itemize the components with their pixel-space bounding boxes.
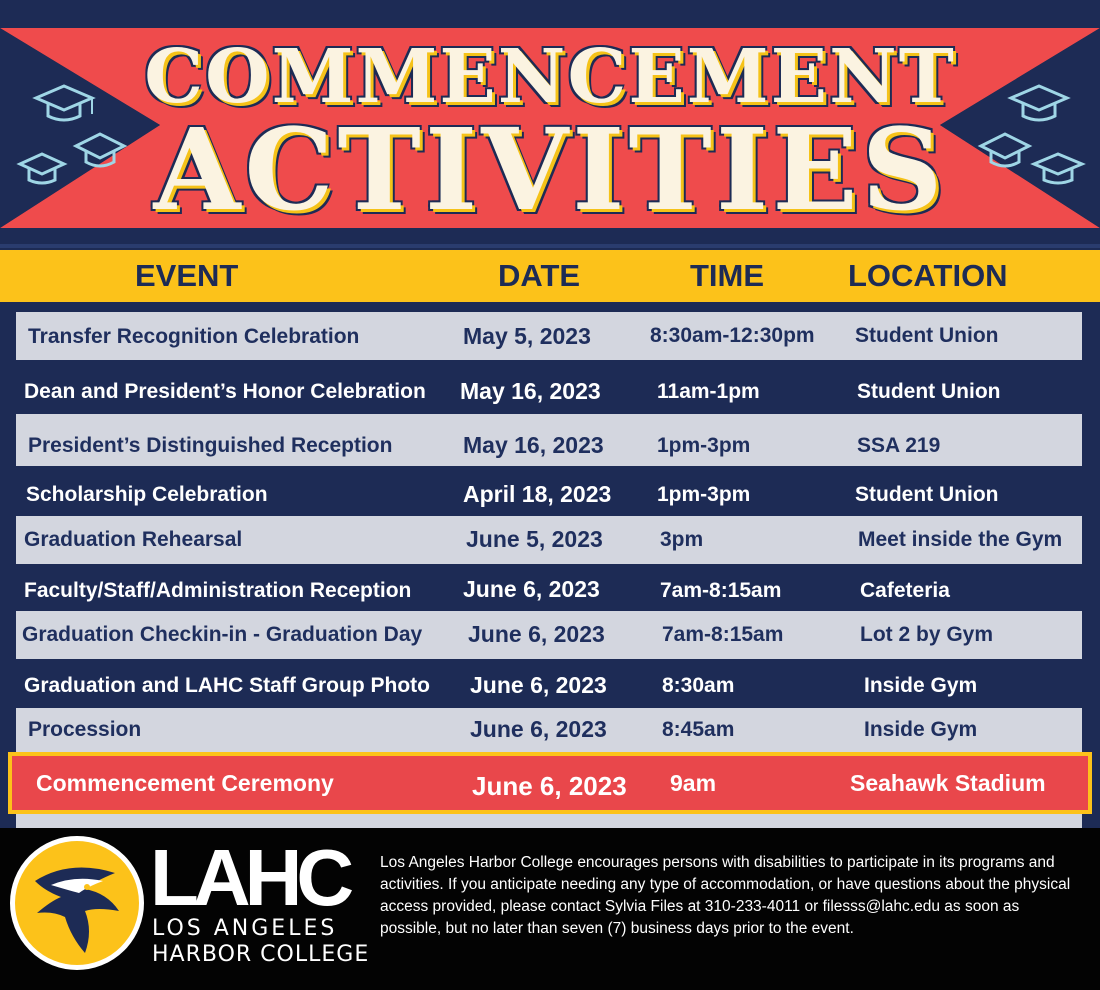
time-cell: 9am [670,770,717,796]
time-cell: 8:30am [662,674,735,697]
table-row [0,708,1100,756]
college-name-line2: HARBOR COLLEGE [152,942,370,967]
header-event: EVENT [135,258,239,293]
location-cell: Lot 2 by Gym [860,623,994,646]
event-cell: Dean and President’s Honor Celebration [24,380,426,403]
date-cell: June 6, 2023 [470,716,607,742]
date-cell: June 6, 2023 [468,621,605,647]
date-cell: June 5, 2023 [466,526,603,552]
event-cell: Scholarship Celebration [26,483,268,506]
college-name-line1: LOS ANGELES [152,916,338,941]
header-location: LOCATION [848,258,1008,293]
event-cell: Graduation Rehearsal [24,528,243,551]
location-cell: Student Union [857,380,1001,403]
title-line-2: ACTIVITIES [153,105,947,236]
highlight-row [8,752,1092,814]
logo-text: LAHC [150,833,349,922]
event-cell: President’s Distinguished Reception [28,434,393,457]
date-cell: June 6, 2023 [470,672,607,698]
table-row [0,368,1100,416]
location-cell: Cafeteria [860,579,950,602]
table-header [0,250,1100,302]
location-cell: Student Union [855,483,999,506]
time-cell: 1pm-3pm [657,483,751,506]
event-cell: Faculty/Staff/Administration Reception [24,579,412,602]
location-cell: Meet inside the Gym [858,528,1063,551]
divider [16,814,1082,828]
title-line-1: COMMENCEMENT [144,34,956,120]
time-cell: 11am-1pm [657,380,760,403]
date-cell: June 6, 2023 [463,576,600,602]
table-row [0,312,1100,360]
date-cell: June 6, 2023 [472,771,627,801]
header-time: TIME [690,258,765,293]
location-cell: Inside Gym [864,718,978,741]
header-date: DATE [498,258,581,293]
date-cell: May 16, 2023 [463,432,604,458]
table-row [0,516,1100,564]
time-cell: 7am-8:15am [662,623,784,646]
table-row [0,472,1100,520]
event-cell: Commencement Ceremony [36,770,334,796]
time-cell: 1pm-3pm [657,434,751,457]
location-cell: Inside Gym [864,674,978,697]
banner [0,0,1100,250]
event-cell: Graduation and LAHC Staff Group Photo [24,674,430,697]
table-row [0,611,1100,659]
time-cell: 3pm [660,528,704,551]
event-cell: Procession [28,718,142,741]
date-cell: May 5, 2023 [463,323,591,349]
date-cell: April 18, 2023 [463,481,612,507]
event-cell: Graduation Checkin-in - Graduation Day [22,623,423,646]
table-row [0,414,1100,462]
time-cell: 8:45am [662,718,735,741]
location-cell: SSA 219 [857,434,941,457]
table-row [0,566,1100,614]
table-row [0,662,1100,710]
seahawk-icon [10,836,144,970]
footer [0,828,1100,990]
location-cell: Seahawk Stadium [850,770,1046,796]
location-cell: Student Union [855,324,999,347]
time-cell: 8:30am-12:30pm [650,324,815,347]
event-cell: Transfer Recognition Celebration [28,325,360,348]
accessibility-notice: Los Angeles Harbor College encourages persons with disabilities to participate in its programs and activities. If you anticipate needing any type of accommodation, or have questions about the physical access provided, please contact Sylvia Files at 310-233-4011 or filesss@lahc.edu as soon as possible, but no later than seven (7) business days prior to the event. [380,854,1071,937]
time-cell: 7am-8:15am [660,579,782,602]
date-cell: May 16, 2023 [460,378,601,404]
